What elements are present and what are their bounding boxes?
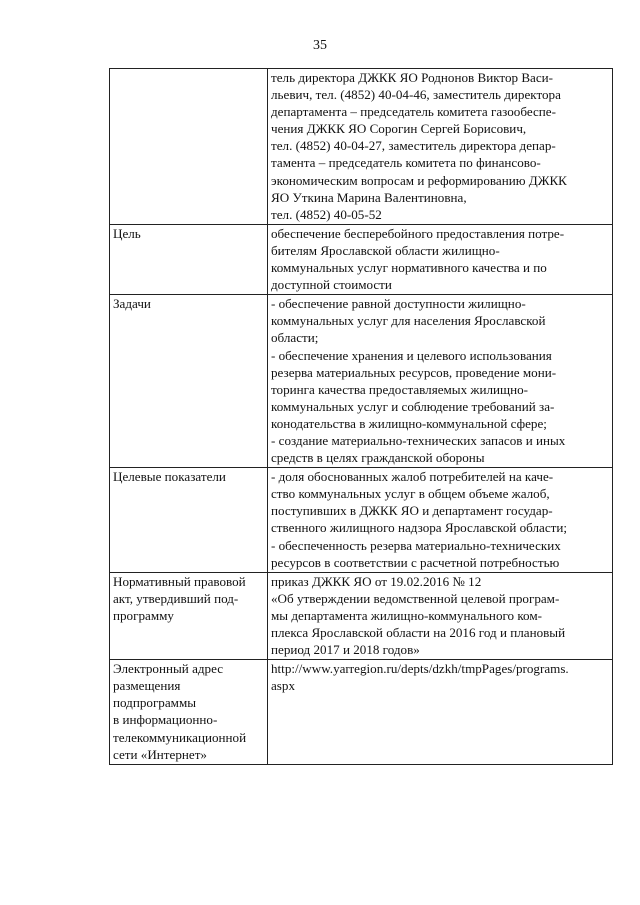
text-line: тамента – председатель комитета по финансово- — [271, 155, 541, 171]
text-line: резерва материальных ресурсов, проведение мони- — [271, 364, 557, 380]
row-label-goal: Цель — [110, 224, 268, 294]
text-line: ЯО Уткина Марина Валентиновна, — [271, 189, 467, 205]
text-line: ресурсов в соответствии с расчетной потребностью — [271, 554, 560, 570]
page-number: 35 — [313, 38, 327, 53]
row-value-goal — [268, 224, 613, 294]
text-line: льевич, тел. (4852) 40-04-46, заместитель директора — [271, 87, 561, 103]
label-line: сети «Интернет» — [113, 746, 207, 762]
text-line: - доля обоснованных жалоб потребителей на каче- — [271, 469, 554, 485]
text-line: тель директора ДЖКК ЯО Роднонов Виктор Васи- — [271, 70, 554, 85]
text-line: конодательства в жилищно-коммунальной сфере; — [271, 415, 547, 431]
text-line: «Об утверждении ведомственной целевой програм- — [271, 590, 560, 606]
table-row-tasks — [110, 295, 613, 468]
row-label-legal-act — [110, 572, 268, 659]
text-line: области; — [271, 330, 319, 346]
text-line: ство коммунальных услуг в общем объеме жалоб, — [271, 486, 550, 502]
text-line: коммунальных услуг для населения Ярославской — [271, 313, 546, 329]
text-line: - обеспечение равной доступности жилищно- — [271, 296, 526, 312]
row-value-indicators — [268, 468, 613, 573]
table-row-goal — [110, 224, 613, 294]
text-line: приказ ДЖКК ЯО от 19.02.2016 № 12 — [271, 573, 482, 589]
row-label-empty — [110, 69, 268, 225]
row-value-responsible — [268, 69, 613, 225]
label-line: размещения — [113, 678, 181, 694]
text-line: поступивших в ДЖКК ЯО и департамент государ- — [271, 503, 553, 519]
text-line: коммунальных услуг нормативного качества и по — [271, 260, 547, 276]
program-url-link-continued[interactable]: aspx — [271, 678, 296, 694]
text-line: - создание материально-технических запасов и иных — [271, 432, 566, 448]
text-line: бителям Ярославской области жилищно- — [271, 242, 500, 258]
label-line: Нормативный правовой — [113, 573, 246, 589]
row-value-web-address[interactable] — [268, 660, 613, 765]
row-value-legal-act — [268, 572, 613, 659]
row-value-tasks — [268, 295, 613, 468]
label-line: акт, утвердивший под- — [113, 590, 239, 606]
row-label-indicators: Целевые показатели — [110, 468, 268, 573]
row-label-tasks: Задачи — [110, 295, 268, 468]
text-line: тел. (4852) 40-04-27, заместитель директора депар- — [271, 138, 556, 154]
text-line: торинга качества предоставляемых жилищно- — [271, 381, 529, 397]
text-line: тел. (4852) 40-05-52 — [271, 206, 382, 222]
label-line: телекоммуникационной — [113, 729, 247, 745]
text-line: департамента – председатель комитета газообеспе- — [271, 104, 556, 120]
text-line: чения ДЖКК ЯО Сорогин Сергей Борисович, — [271, 121, 527, 137]
passport-table — [109, 68, 613, 765]
text-line: обеспечение бесперебойного предоставления потре- — [271, 225, 565, 241]
table-row-web-address — [110, 660, 613, 765]
label-line: подпрограммы — [113, 695, 197, 711]
text-line: мы департамента жилищно-коммунального ком- — [271, 607, 542, 623]
text-line: ственного жилищного надзора Ярославской области; — [271, 520, 568, 536]
table-row-legal-act — [110, 572, 613, 659]
program-url-link[interactable]: http://www.yarregion.ru/depts/dzkh/tmpPages/programs. — [271, 661, 569, 677]
text-line: коммунальных услуг и соблюдение требований за- — [271, 398, 555, 414]
text-line: - обеспеченность резерва материально-технических — [271, 537, 561, 553]
label-line: Электронный адрес — [113, 661, 224, 677]
table-row-responsible — [110, 69, 613, 225]
text-line: экономическим вопросам и реформированию ДЖКК — [271, 172, 567, 188]
text-line: средств в целях гражданской обороны — [271, 450, 485, 466]
row-label-web-address — [110, 660, 268, 765]
label-line: программу — [113, 607, 174, 623]
text-line: период 2017 и 2018 годов» — [271, 642, 420, 658]
label-line: в информационно- — [113, 712, 218, 728]
table-row-indicators — [110, 468, 613, 573]
text-line: плекса Ярославской области на 2016 год и плановый — [271, 625, 566, 640]
text-line: доступной стоимости — [271, 277, 392, 293]
text-line: - обеспечение хранения и целевого использования — [271, 347, 552, 363]
